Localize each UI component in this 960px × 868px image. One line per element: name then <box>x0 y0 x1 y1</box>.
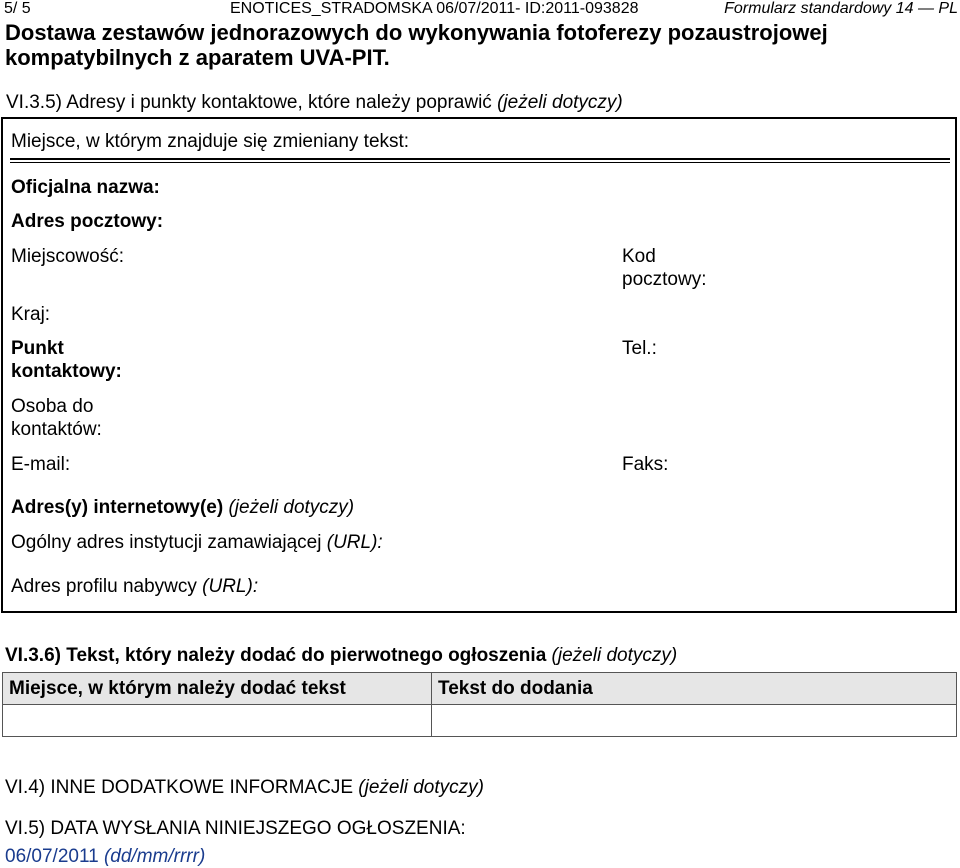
buyer-profile-label: Adres profilu nabywcy (URL): <box>11 576 259 597</box>
divider <box>10 162 950 163</box>
text-to-add-table <box>2 672 956 738</box>
official-name-label: Oficjalna nazwa: <box>11 177 160 198</box>
table-cell <box>432 705 957 737</box>
table-row <box>3 705 957 737</box>
country-label: Kraj: <box>11 304 51 325</box>
document-id: ENOTICES_STRADOMSKA 06/07/2011- ID:2011-093828 <box>230 0 639 17</box>
section-vi35-heading: VI.3.5) Adresy i punkty kontaktowe, które należy poprawić (jeżeli dotyczy) <box>6 92 623 113</box>
column-header: Miejsce, w którym należy dodać tekst <box>3 673 432 705</box>
section-vi4-heading: VI.4) INNE DODATKOWE INFORMACJE (jeżeli dotyczy) <box>5 777 484 798</box>
contact-point-label: Punkt kontaktowy: <box>11 338 122 382</box>
email-label: E-mail: <box>11 454 71 475</box>
table-cell <box>3 705 432 737</box>
fax-label: Faks: <box>622 454 669 475</box>
contract-title: Dostawa zestawów jednorazowych do wykonywania fotoferezy pozaustrojowej kompatybilnych z aparatem UVA-PIT. <box>5 20 828 70</box>
section-vi36-heading: VI.3.6) Tekst, który należy dodać do pierwotnego ogłoszenia (jeżeli dotyczy) <box>5 645 678 666</box>
postcode-label: Kod pocztowy: <box>622 246 707 290</box>
postal-address-label: Adres pocztowy: <box>11 211 164 232</box>
contact-person-label: Osoba do kontaktów: <box>11 396 102 440</box>
section-vi5-heading: VI.5) DATA WYSŁANIA NINIEJSZEGO OGŁOSZENIA: <box>5 818 466 839</box>
dispatch-date: 06/07/2011 (dd/mm/rrrr) <box>5 846 206 867</box>
form-name: Formularz standardowy 14 — PL <box>724 0 958 17</box>
city-label: Miejscowość: <box>11 246 124 267</box>
internet-heading: Adres(y) internetowy(e) (jeżeli dotyczy) <box>11 497 355 518</box>
page-header <box>0 0 960 18</box>
page-number: 5/ 5 <box>4 0 31 17</box>
general-address-label: Ogólny adres instytucji zamawiającej (URL): <box>11 532 383 553</box>
table-header-row <box>3 673 957 705</box>
tel-label: Tel.: <box>622 338 657 359</box>
divider <box>10 158 950 160</box>
column-header: Tekst do dodania <box>432 673 957 705</box>
location-label: Miejsce, w którym znajduje się zmieniany tekst: <box>11 131 410 152</box>
